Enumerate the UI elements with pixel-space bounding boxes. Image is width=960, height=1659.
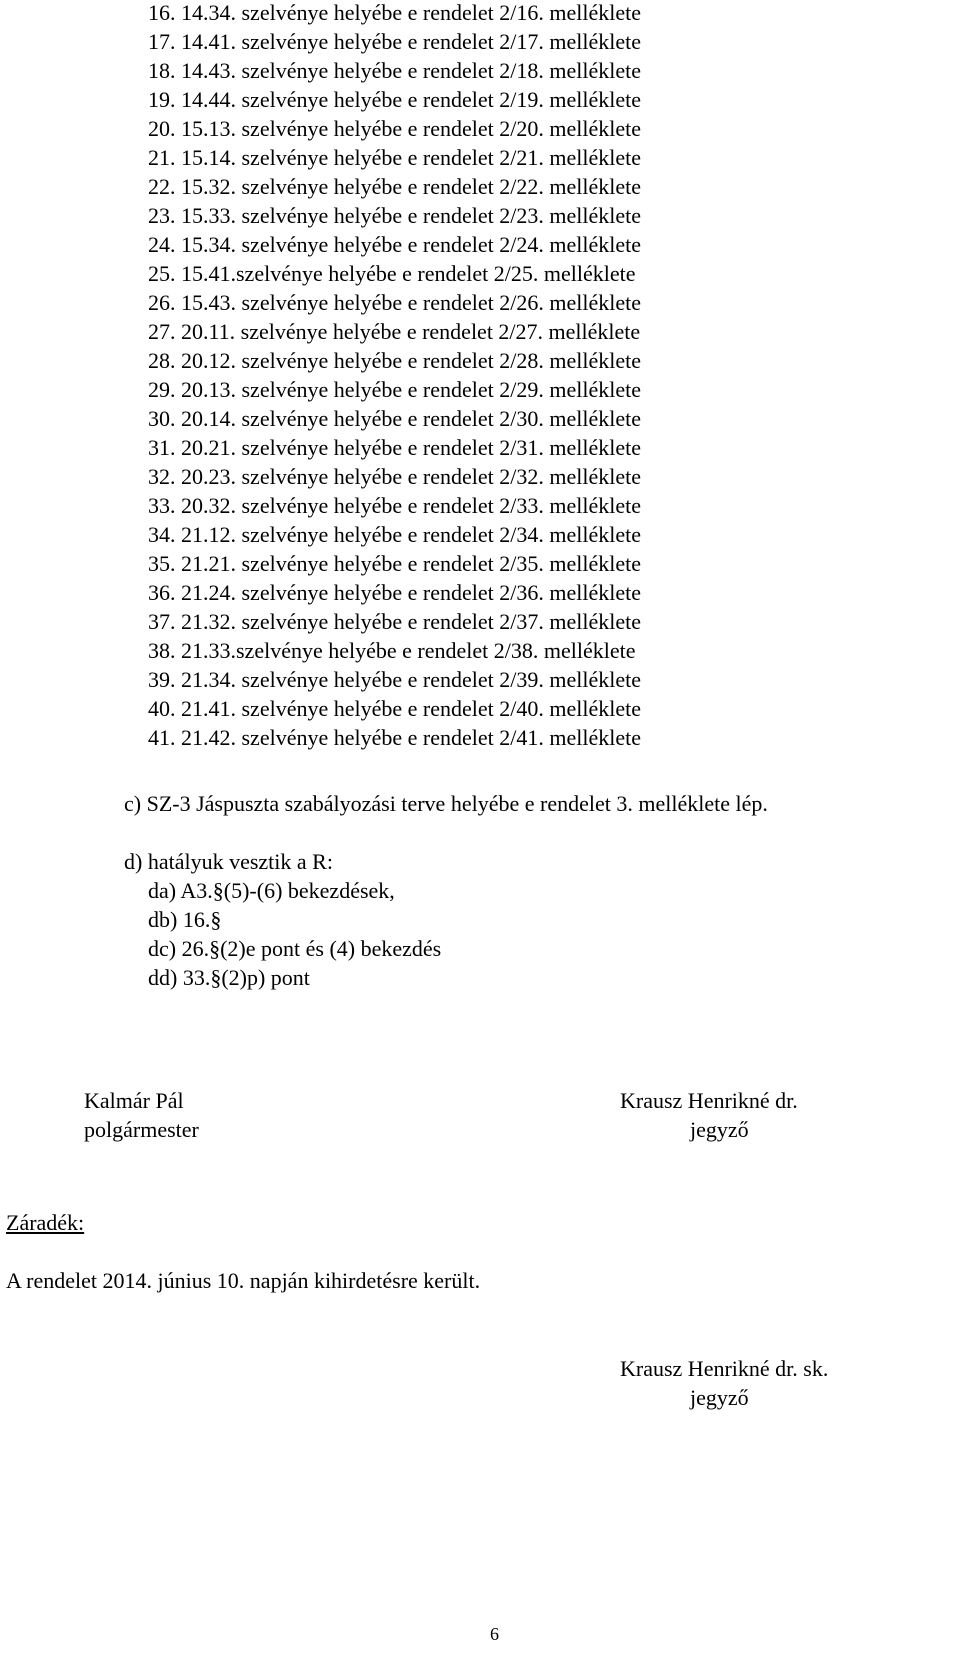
list-item: 21. 15.14. szelvénye helyébe e rendelet 2/21. melléklete	[148, 145, 641, 170]
list-item: 34. 21.12. szelvénye helyébe e rendelet 2/34. melléklete	[148, 522, 641, 547]
list-item: 36. 21.24. szelvénye helyébe e rendelet 2/36. melléklete	[148, 580, 641, 605]
list-item: 35. 21.21. szelvénye helyébe e rendelet 2/35. melléklete	[148, 551, 641, 576]
page-number: 6	[490, 1624, 499, 1644]
list-item: 37. 21.32. szelvénye helyébe e rendelet 2/37. melléklete	[148, 609, 641, 634]
list-item: 39. 21.34. szelvénye helyébe e rendelet 2/39. melléklete	[148, 667, 641, 692]
section-d-item: dc) 26.§(2)e pont és (4) bekezdés	[148, 936, 442, 961]
zaradek-heading: Záradék:	[6, 1210, 85, 1235]
list-item: 22. 15.32. szelvénye helyébe e rendelet 2/22. melléklete	[148, 174, 641, 199]
mayor-title: polgármester	[84, 1117, 199, 1142]
list-item: 33. 20.32. szelvénye helyébe e rendelet 2/33. melléklete	[148, 493, 641, 518]
list-item: 26. 15.43. szelvénye helyébe e rendelet 2/26. melléklete	[148, 290, 641, 315]
zaradek-signer-name: Krausz Henrikné dr. sk.	[620, 1356, 829, 1381]
zaradek-signer-title: jegyző	[690, 1385, 749, 1410]
list-item: 23. 15.33. szelvénye helyébe e rendelet 2/23. melléklete	[148, 203, 641, 228]
list-item: 20. 15.13. szelvénye helyébe e rendelet 2/20. melléklete	[148, 116, 641, 141]
notary-name: Krausz Henrikné dr.	[620, 1088, 798, 1113]
list-item: 25. 15.41.szelvénye helyébe e rendelet 2/25. melléklete	[148, 261, 636, 286]
mayor-name: Kalmár Pál	[84, 1088, 184, 1113]
list-item: 30. 20.14. szelvénye helyébe e rendelet 2/30. melléklete	[148, 406, 641, 431]
section-d-item: db) 16.§	[148, 907, 222, 932]
list-item: 19. 14.44. szelvénye helyébe e rendelet 2/19. melléklete	[148, 87, 641, 112]
section-d-item: da) A3.§(5)-(6) bekezdések,	[148, 878, 395, 903]
list-item: 17. 14.41. szelvénye helyébe e rendelet 2/17. melléklete	[148, 29, 641, 54]
list-item: 18. 14.43. szelvénye helyébe e rendelet 2/18. melléklete	[148, 58, 641, 83]
list-item: 16. 14.34. szelvénye helyébe e rendelet 2/16. melléklete	[148, 0, 641, 25]
list-item: 27. 20.11. szelvénye helyébe e rendelet 2/27. melléklete	[148, 319, 641, 344]
paragraph-c: c) SZ-3 Jáspuszta szabályozási terve helyébe e rendelet 3. melléklete lép.	[124, 791, 768, 816]
list-item: 32. 20.23. szelvénye helyébe e rendelet 2/32. melléklete	[148, 464, 641, 489]
notary-title: jegyző	[690, 1117, 749, 1142]
list-item: 29. 20.13. szelvénye helyébe e rendelet 2/29. melléklete	[148, 377, 641, 402]
zaradek-text: A rendelet 2014. június 10. napján kihirdetésre került.	[6, 1268, 481, 1293]
list-item: 24. 15.34. szelvénye helyébe e rendelet 2/24. melléklete	[148, 232, 641, 257]
section-d-item: dd) 33.§(2)p) pont	[148, 965, 310, 990]
list-item: 31. 20.21. szelvénye helyébe e rendelet 2/31. melléklete	[148, 435, 641, 460]
list-item: 28. 20.12. szelvénye helyébe e rendelet 2/28. melléklete	[148, 348, 641, 373]
list-item: 40. 21.41. szelvénye helyébe e rendelet 2/40. melléklete	[148, 696, 641, 721]
list-item: 41. 21.42. szelvénye helyébe e rendelet 2/41. melléklete	[148, 725, 641, 750]
list-item: 38. 21.33.szelvénye helyébe e rendelet 2/38. melléklete	[148, 638, 636, 663]
section-d-heading: d) hatályuk vesztik a R:	[124, 849, 333, 874]
